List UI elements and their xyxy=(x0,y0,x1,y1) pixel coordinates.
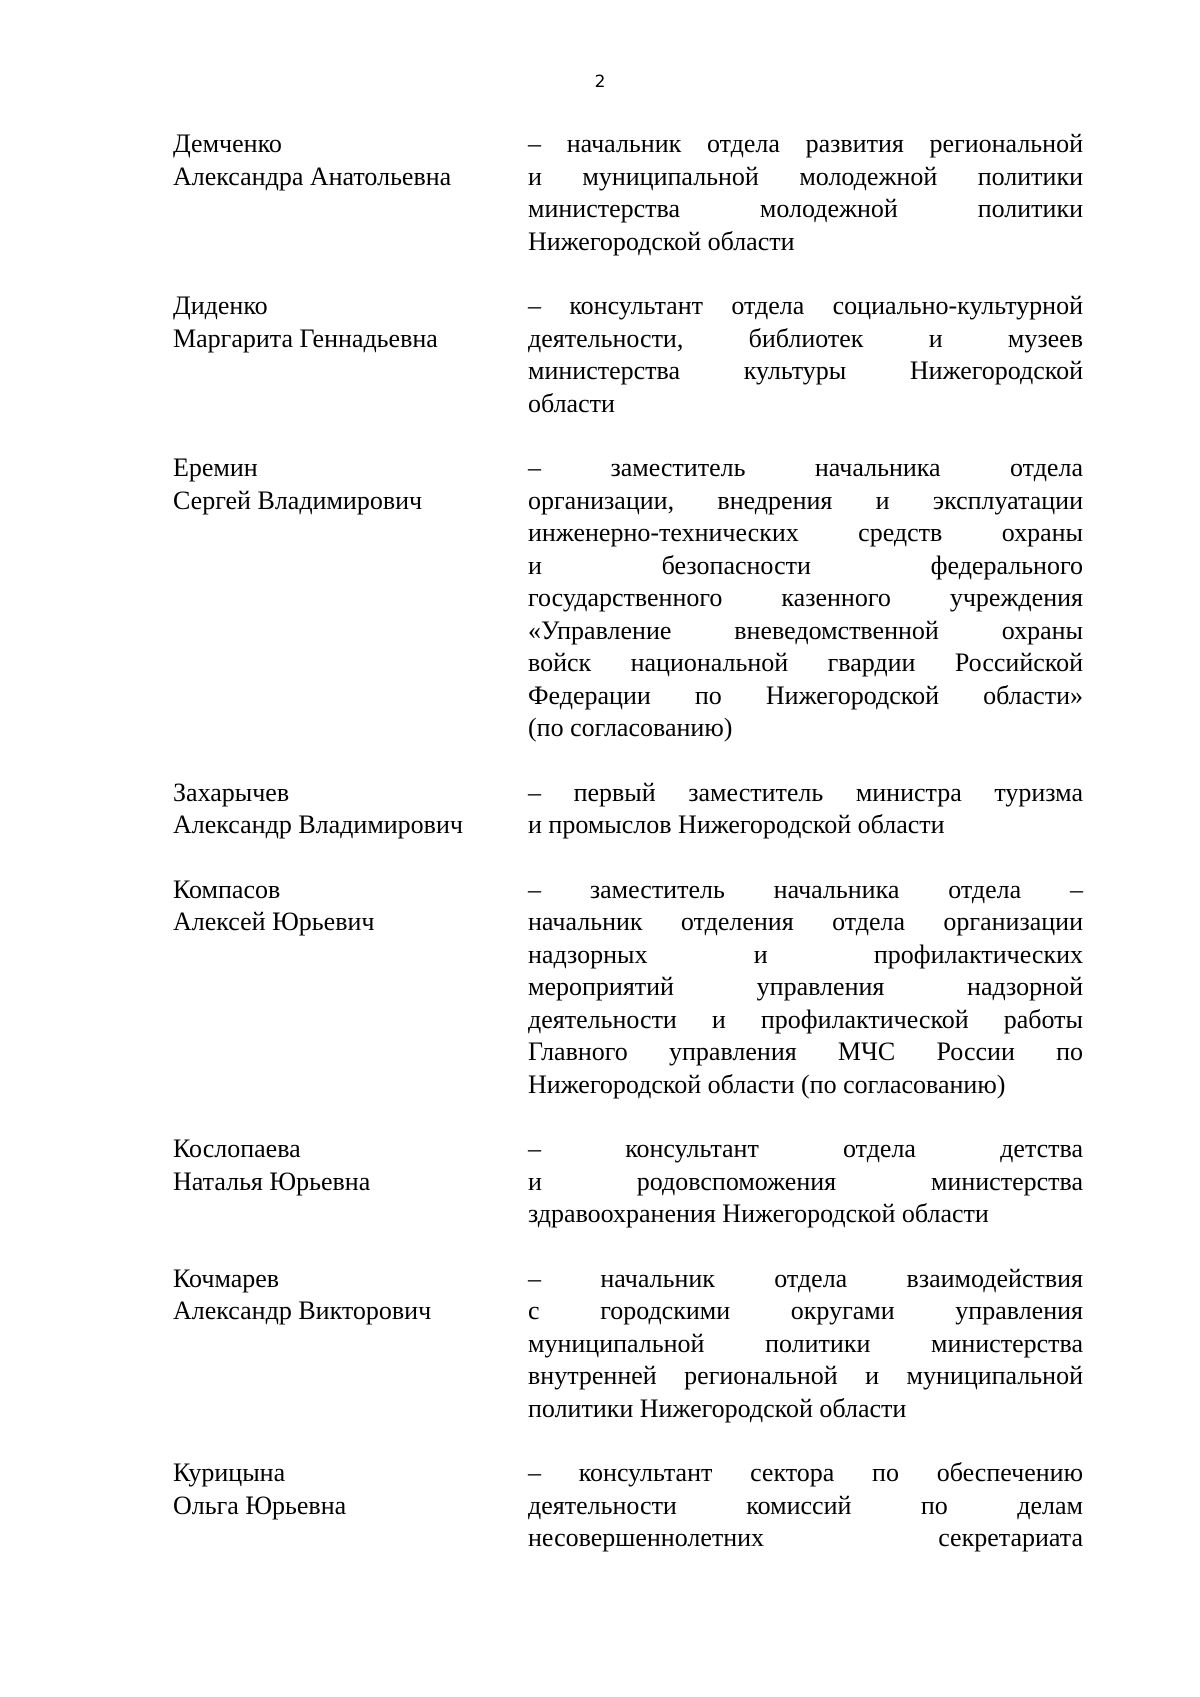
member-surname: Курицына xyxy=(173,1458,286,1487)
member-given-names: Алексей Юрьевич xyxy=(173,907,375,936)
member-position-line: организации, внедрения и эксплуатации xyxy=(528,485,1083,515)
member-position-line: Нижегородской области xyxy=(528,226,795,256)
member-given-names: Александр Викторович xyxy=(173,1296,432,1325)
member-position-line: – начальник отдела взаимодействия xyxy=(528,1263,1083,1293)
member-position-line: инженерно-технических средств охраны xyxy=(528,518,1083,547)
member-surname: Кочмарев xyxy=(173,1263,280,1293)
member-position xyxy=(528,1263,1083,1426)
member-surname: Захарычев xyxy=(173,777,290,807)
member-entry xyxy=(173,290,1083,420)
member-list xyxy=(173,128,1083,1587)
member-position-line: политики Нижегородской области xyxy=(528,1393,907,1423)
member-position-line: несовершеннолетних секретариата xyxy=(528,1523,1083,1552)
member-surname: Демченко xyxy=(173,129,282,158)
page-number: 2 xyxy=(594,72,606,92)
member-position-line: – заместитель начальника отдела xyxy=(528,453,1083,482)
member-position xyxy=(528,128,1083,258)
member-name xyxy=(173,874,528,1102)
member-position xyxy=(528,874,1083,1102)
member-name xyxy=(173,777,528,842)
member-entry xyxy=(173,1263,1083,1426)
member-position-line: и промыслов Нижегородской области xyxy=(528,810,945,839)
member-position-line: здравоохранения Нижегородской области xyxy=(528,1199,989,1228)
member-position-line: Федерации по Нижегородской области» xyxy=(528,680,1083,710)
member-position-line: области xyxy=(528,388,615,418)
member-entry xyxy=(173,1133,1083,1231)
member-position-line: мероприятий управления надзорной xyxy=(528,972,1083,1001)
member-position-line: «Управление вневедомственной охраны xyxy=(528,615,1083,645)
member-position-line: деятельности комиссий по делам xyxy=(528,1490,1083,1520)
member-position-line: – консультант сектора по обеспечению xyxy=(528,1458,1083,1487)
member-position xyxy=(528,452,1083,745)
member-given-names: Ольга Юрьевна xyxy=(173,1490,347,1520)
member-position-line: и муниципальной молодежной политики xyxy=(528,161,1083,191)
member-given-names: Александра Анатольевна xyxy=(173,161,452,191)
member-position-line: внутренней региональной и муниципальной xyxy=(528,1361,1083,1390)
member-surname: Компасов xyxy=(173,874,281,904)
member-name xyxy=(173,128,528,258)
member-position-line: – заместитель начальника отдела – xyxy=(528,874,1083,904)
member-position-line: – начальник отдела развития региональной xyxy=(528,129,1083,158)
member-position-line: и родовспоможения министерства xyxy=(528,1166,1083,1196)
member-position-line: надзорных и профилактических xyxy=(528,939,1083,969)
member-position-line: и безопасности федерального xyxy=(528,550,1083,580)
member-position-line: деятельности и профилактической работы xyxy=(528,1004,1083,1034)
member-position-line: Нижегородской области (по согласованию) xyxy=(528,1069,1006,1099)
member-position-line: – консультант отдела социально-культурной xyxy=(528,291,1083,320)
member-position-line: министерства молодежной политики xyxy=(528,194,1083,223)
member-position xyxy=(528,290,1083,420)
member-name xyxy=(173,1263,528,1426)
member-given-names: Александр Владимирович xyxy=(173,810,463,839)
member-position-line: Главного управления МЧС России по xyxy=(528,1037,1083,1066)
member-position xyxy=(528,1133,1083,1231)
member-position-line: деятельности, библиотек и музеев xyxy=(528,323,1083,353)
member-name xyxy=(173,1457,528,1555)
member-entry xyxy=(173,1457,1083,1555)
member-position-line: государственного казенного учреждения xyxy=(528,583,1083,612)
member-entry xyxy=(173,452,1083,745)
member-name xyxy=(173,290,528,420)
member-surname: Еремин xyxy=(173,453,258,482)
member-position-line: – консультант отдела детства xyxy=(528,1134,1083,1163)
member-surname: Кослопаева xyxy=(173,1134,301,1163)
member-position-line: муниципальной политики министерства xyxy=(528,1328,1083,1358)
member-entry xyxy=(173,874,1083,1102)
member-given-names: Маргарита Геннадьевна xyxy=(173,323,438,353)
member-entry xyxy=(173,128,1083,258)
member-name xyxy=(173,452,528,745)
member-given-names: Сергей Владимирович xyxy=(173,485,423,515)
member-position-line: начальник отделения отдела организации xyxy=(528,907,1083,936)
member-name xyxy=(173,1133,528,1231)
member-position-line: (по согласованию) xyxy=(528,713,733,742)
member-position xyxy=(528,1457,1083,1555)
member-position-line: – первый заместитель министра туризма xyxy=(528,777,1083,807)
member-surname: Диденко xyxy=(173,291,268,320)
member-position-line: министерства культуры Нижегородской xyxy=(528,356,1083,385)
member-position xyxy=(528,777,1083,842)
member-position-line: с городскими округами управления xyxy=(528,1296,1083,1325)
member-entry xyxy=(173,777,1083,842)
member-position-line: войск национальной гвардии Российской xyxy=(528,648,1083,677)
member-given-names: Наталья Юрьевна xyxy=(173,1166,371,1196)
